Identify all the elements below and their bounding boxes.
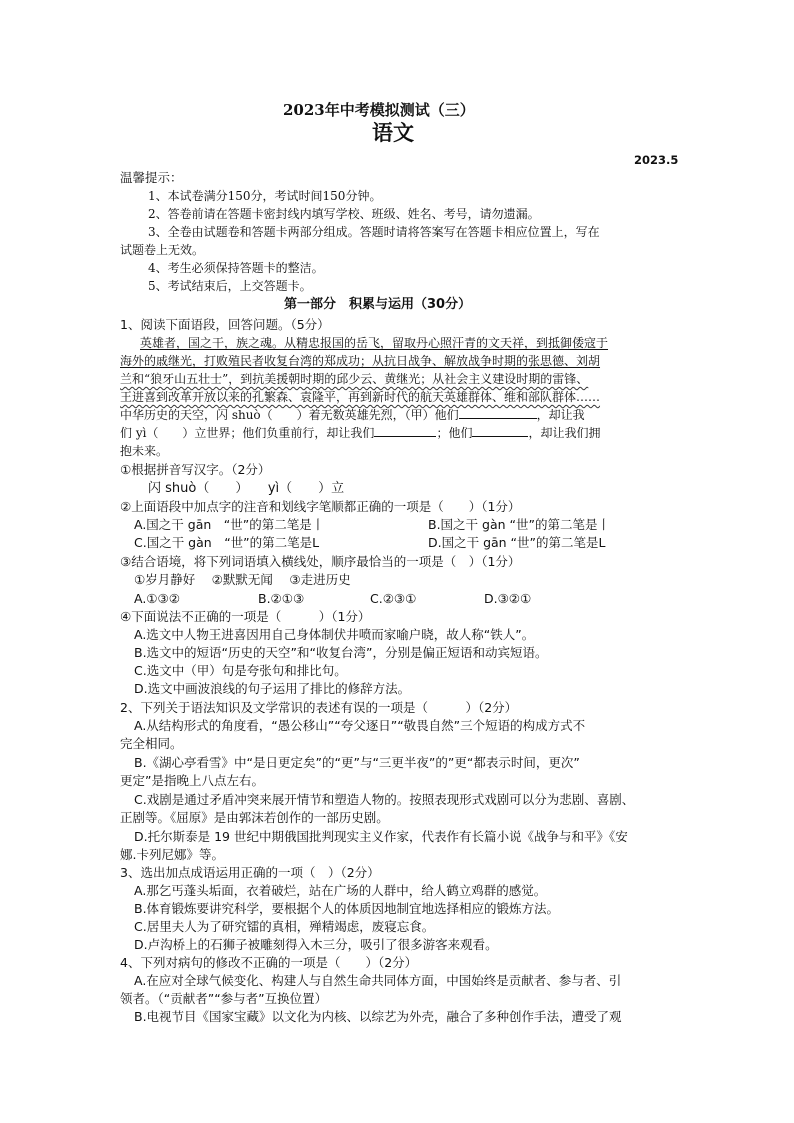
tip-item: 3、全卷由试题卷和答题卡两部分组成。答题时请将答案写在答题卡相应位置上，写在 (148, 225, 600, 239)
question-2-stem: 2、下列关于语法知识及文学常识的表述有误的一项是（ ）（2分） (120, 700, 518, 715)
passage-text: 海外的戚继光，打败殖民者收复台湾的郑成功；从抗日战争、解放战争时期的张思德、刘胡 (120, 354, 601, 368)
option-b[interactable]: B.选文中的短语“历史的天空”和“收复台湾”，分别是偏正短语和动宾短语。 (134, 645, 548, 660)
passage-line (120, 406, 585, 424)
passage-text: 兰和“狼牙山五壮士”，到抗美援朝时期的邱少云、黄继光；从社会主义建设时期的雷锋、 (120, 372, 589, 386)
option-b[interactable]: B.《湖心亭看雪》中“是日更定矣”的“更”与“三更半夜”的”更“都表示时间，更次” (134, 755, 580, 770)
option-d[interactable]: D.国之干 gān “世”的第二笔是L (428, 535, 606, 550)
option-a-cont: 领者。（“贡献者”“参与者”互换位置） (120, 991, 328, 1006)
passage-line (120, 370, 588, 388)
passage-line: 抱未来。 (120, 444, 169, 458)
exam-date: 2023.5 (634, 153, 679, 167)
passage-text: 中华历史的天空，闪 shuò（ ）着无数英雄先烈，（甲）他们 (120, 408, 459, 422)
option-d[interactable]: D.③②① (484, 591, 532, 606)
option-a-cont: 完全相同。 (120, 736, 183, 751)
option-c-cont: 正剧等。《屈原》是由郭沫若创作的一部历史剧。 (120, 810, 389, 825)
word-list: ①岁月静好 ②默默无闻 ③走进历史 (134, 572, 351, 587)
option-d[interactable]: D.托尔斯泰是 19 世纪中期俄国批判现实主义作家，代表作有长篇小说《战争与和平》《安 (134, 829, 628, 844)
option-a[interactable]: A.①③② (134, 591, 180, 606)
fill-blank[interactable] (374, 424, 436, 437)
option-d-cont: 娜.卡列尼娜》等。 (120, 847, 224, 862)
passage-line (120, 388, 600, 406)
passage-text: 英雄者，国之干，族之魂。从精忠报国的岳飞，留取丹心照汗青的文天祥，到抵御倭寇于 (140, 336, 609, 350)
pinyin-answer-line: 闪 shuò（ ） yì（ ）立 (148, 481, 345, 496)
option-b[interactable]: B.体育锻炼要讲究科学，要根据个人的体质因地制宜地选择相应的锻炼方法。 (134, 901, 560, 916)
tip-item: 2、答卷前请在答题卡密封线内填写学校、班级、姓名、考号，请勿遗漏。 (148, 207, 540, 221)
tip-item: 4、考生必须保持答题卡的整洁。 (148, 261, 324, 275)
option-a[interactable]: A.那乞丐蓬头垢面，衣着破烂，站在广场的人群中，给人鹤立鸡群的感觉。 (134, 883, 547, 898)
question-4-stem: 4、下列对病句的修改不正确的一项是（ ）（2分） (120, 955, 418, 970)
option-d[interactable]: D.选文中画波浪线的句子运用了排比的修辞方法。 (134, 681, 411, 696)
sub-question-4: ④下面说法不正确的一项是（ ）（1分） (120, 609, 371, 624)
option-c[interactable]: C.选文中（甲）句是夸张句和排比句。 (134, 663, 347, 678)
option-a[interactable]: A.从结构形式的角度看，“愚公移山”“夸父逐日”“敬畏自然”三个短语的构成方式不 (134, 718, 586, 733)
section-heading: 第一部分 积累与运用（30分） (284, 297, 472, 312)
option-a[interactable]: A.国之干 gān “世”的第二笔是丨 (134, 517, 325, 532)
sub-question-1: ①根据拼音写汉字。（2分） (120, 462, 271, 477)
question-1-stem: 1、阅读下面语段，回答问题。（5分） (120, 317, 330, 332)
subject-title: 语文 (372, 120, 414, 145)
option-b[interactable]: B.②①③ (258, 591, 305, 606)
option-c[interactable]: C.戏剧是通过矛盾冲突来展开情节和塑造人物的。按照表现形式戏剧可以分为悲剧、喜剧、 (134, 792, 635, 807)
option-b-cont: 更定”是指晚上八点左右。 (120, 773, 264, 788)
passage-line (120, 424, 600, 442)
fill-blank[interactable] (472, 424, 528, 437)
passage-text: 们 yì（ ）立世界；他们负重前行，却让我们 (120, 426, 375, 440)
question-3-stem: 3、选出加点成语运用正确的一项（ ）（2分） (120, 865, 380, 880)
tip-item: 5、考试结束后，上交答题卡。 (148, 279, 312, 293)
passage-text: ，却让我 (536, 408, 585, 422)
passage-text: ，却让我们拥 (528, 426, 601, 440)
option-c[interactable]: C.②③① (370, 591, 417, 606)
option-d[interactable]: D.卢沟桥上的石狮子被雕刻得入木三分，吸引了很多游客来观看。 (134, 937, 498, 952)
option-a[interactable]: A.在应对全球气候变化、构建人与自然生命共同体方面，中国始终是贡献者、参与者、引 (134, 973, 622, 988)
passage-line (140, 334, 608, 352)
passage-text: ；他们 (436, 426, 473, 440)
tips-heading: 温馨提示： (120, 170, 183, 185)
tip-item: 试题卷上无效。 (120, 243, 205, 257)
sub-question-3: ③结合语境，将下列词语填入横线处，顺序最恰当的一项是（ ）（1分） (120, 554, 521, 569)
tip-item: 1、本试卷满分150分，考试时间150分钟。 (148, 189, 382, 203)
option-b[interactable]: B.电视节目《国家宝藏》以文化为内核、以综艺为外壳，融合了多种创作手法，遭受了观 (134, 1009, 622, 1024)
option-a[interactable]: A.选文中人物王进喜因用自己身体制伏井喷而家喻户晓，故人称“铁人”。 (134, 627, 535, 642)
exam-title: 2023年中考模拟测试（三） (283, 101, 475, 119)
option-c[interactable]: C.居里夫人为了研究镭的真相，殚精竭虑，废寝忘食。 (134, 919, 435, 934)
sub-question-2: ②上面语段中加点字的注音和划线字笔顺都正确的一项是（ ）（1分） (120, 499, 521, 514)
passage-text: 王进喜到改革开放以来的孔繁森、袁隆平，再到新时代的航天英雄群体、维和部队群体…… (120, 390, 601, 404)
fill-blank[interactable] (459, 406, 537, 419)
option-c[interactable]: C.国之干 gàn “世”的第二笔是L (134, 535, 320, 550)
option-b[interactable]: B.国之干 gàn “世”的第二笔是丨 (428, 517, 610, 532)
passage-line (120, 352, 600, 370)
